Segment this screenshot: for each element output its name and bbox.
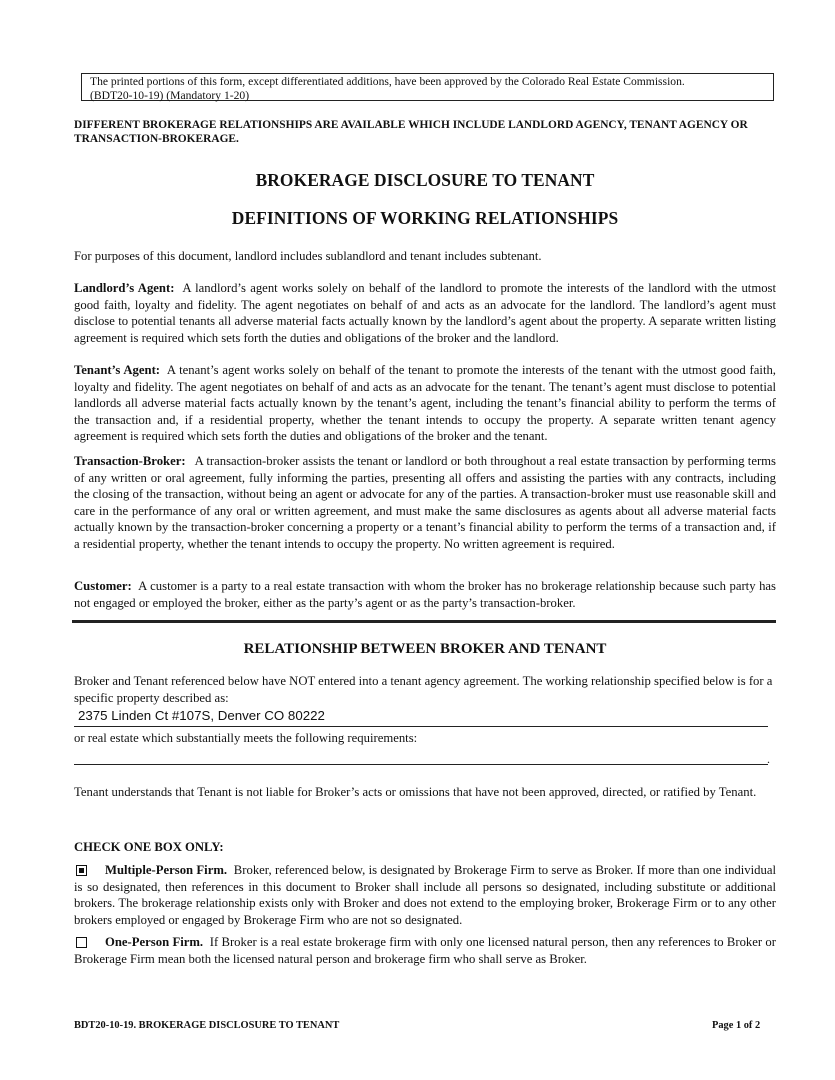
footer-form-id: BDT20-10-19. BROKERAGE DISCLOSURE TO TENANT	[74, 1020, 340, 1031]
commission-notice-line2: (BDT20-10-19) (Mandatory 1-20)	[90, 88, 250, 102]
intro-paragraph: For purposes of this document, landlord includes sublandlord and tenant includes subtenant.	[74, 249, 542, 263]
property-address-field[interactable]: 2375 Linden Ct #107S, Denver CO 80222	[78, 708, 325, 723]
requirements-field[interactable]	[74, 764, 768, 765]
option-label: Multiple-Person Firm.	[105, 863, 228, 877]
definition-landlords-agent	[74, 280, 776, 346]
option-text: Broker, referenced below, is designated by Brokerage Firm to serve as Broker. If more than one individual is so designated, then references in this document to Broker shall include all persons so designated, including substitute or additional brokers. The brokerage relationship exists only with Broker and does not extend to the employing broker, Brokerage Firm or to any other brokers employed or engaged by Brokerage Firm who are not so designated.	[74, 863, 776, 927]
option-label: One-Person Firm.	[105, 935, 204, 949]
footer-page-number: Page 1 of 2	[712, 1020, 761, 1031]
relationship-warning: DIFFERENT BROKERAGE RELATIONSHIPS ARE AVAILABLE WHICH INCLUDE LANDLORD AGENCY, TENANT AGENCY OR TRANSACTION-BROKERAGE.	[74, 119, 748, 145]
relationship-heading: RELATIONSHIP BETWEEN BROKER AND TENANT	[243, 641, 607, 657]
option-multiple-person-firm	[74, 862, 776, 928]
page-subtitle: DEFINITIONS OF WORKING RELATIONSHIPS	[231, 208, 619, 228]
definition-tenants-agent	[74, 362, 776, 445]
option-one-person-firm	[74, 934, 776, 967]
tenant-liability-paragraph: Tenant understands that Tenant is not liable for Broker’s acts or omissions that have not been approved, directed, or ratified by Tenant.	[74, 785, 757, 799]
option-text: If Broker is a real estate brokerage firm with only one licensed natural person, then any references to Broker or Brokerage Firm mean both the licensed natural person and brokerage firm who shall serve as Broker.	[74, 935, 777, 966]
definition-text: A transaction-broker assists the tenant or landlord or both throughout a real estate transaction by performing terms of any written or oral agreement, fully informing the parties, presenting all offers and assisting the parties with any contracts, including the closing of the transaction, without being an agent or advocate for any of the parties. A transaction-broker must use reasonable skill and care in the performance of any oral or written agreement, and must make the same disclosures as agents about all adverse material facts actually known by the transaction-broker concerning a property or a tenant’s financial ability to perform the terms of a transaction and, if a residential property, whether the tenant intends to occupy the property. No written agreement is required.	[74, 454, 776, 551]
definition-term: Customer:	[74, 579, 132, 593]
commission-notice-line1: The printed portions of this form, except differentiated additions, have been approved by the Colorado Real Estate Commission.	[90, 75, 685, 88]
definition-customer	[74, 578, 776, 611]
check-one-heading: CHECK ONE BOX ONLY:	[74, 840, 224, 854]
section-divider	[72, 620, 776, 623]
definition-text: A landlord’s agent works solely on behalf of the landlord to promote the interests of the landlord with the utmost good faith, loyalty and fidelity. The agent negotiates on behalf of and acts as an advocate for the landlord. The landlord’s agent must disclose to potential tenants all adverse material facts actually known by the landlord’s agent about the property. A separate written listing agreement is required which sets forth the duties and obligations of the broker and the landlord.	[74, 281, 776, 345]
definition-term: Landlord’s Agent:	[74, 281, 175, 295]
definition-term: Tenant’s Agent:	[74, 363, 161, 377]
property-address-underline	[74, 726, 768, 727]
relationship-intro: Broker and Tenant referenced below have NOT entered into a tenant agency agreement. The working relationship specified below is for a specific property described as:	[74, 674, 773, 705]
page-title: BROKERAGE DISCLOSURE TO TENANT	[255, 170, 595, 190]
commission-notice-box	[81, 73, 774, 101]
requirements-end-period: .	[767, 752, 770, 766]
definition-transaction-broker	[74, 453, 776, 552]
definition-text: A customer is a party to a real estate transaction with whom the broker has no brokerage relationship because such party has not engaged or employed the broker, either as the party’s agent or as the party’s transaction-broker.	[74, 579, 776, 610]
requirements-label: or real estate which substantially meets the following requirements:	[74, 731, 418, 745]
definition-text: A tenant’s agent works solely on behalf of the tenant to promote the interests of the tenant with the utmost good faith, loyalty and fidelity. The agent negotiates on behalf of and acts as an advocate for the tenant. The tenant’s agent must disclose to potential landlords all adverse material facts actually known by the tenant’s agent, including the tenant’s financial ability to perform the terms of the transaction and, if a residential property, whether the tenant intends to occupy the property. A separate written tenant agency agreement is required which sets forth the duties and obligations of the broker and the tenant.	[74, 363, 776, 443]
definition-term: Transaction-Broker:	[74, 454, 186, 468]
